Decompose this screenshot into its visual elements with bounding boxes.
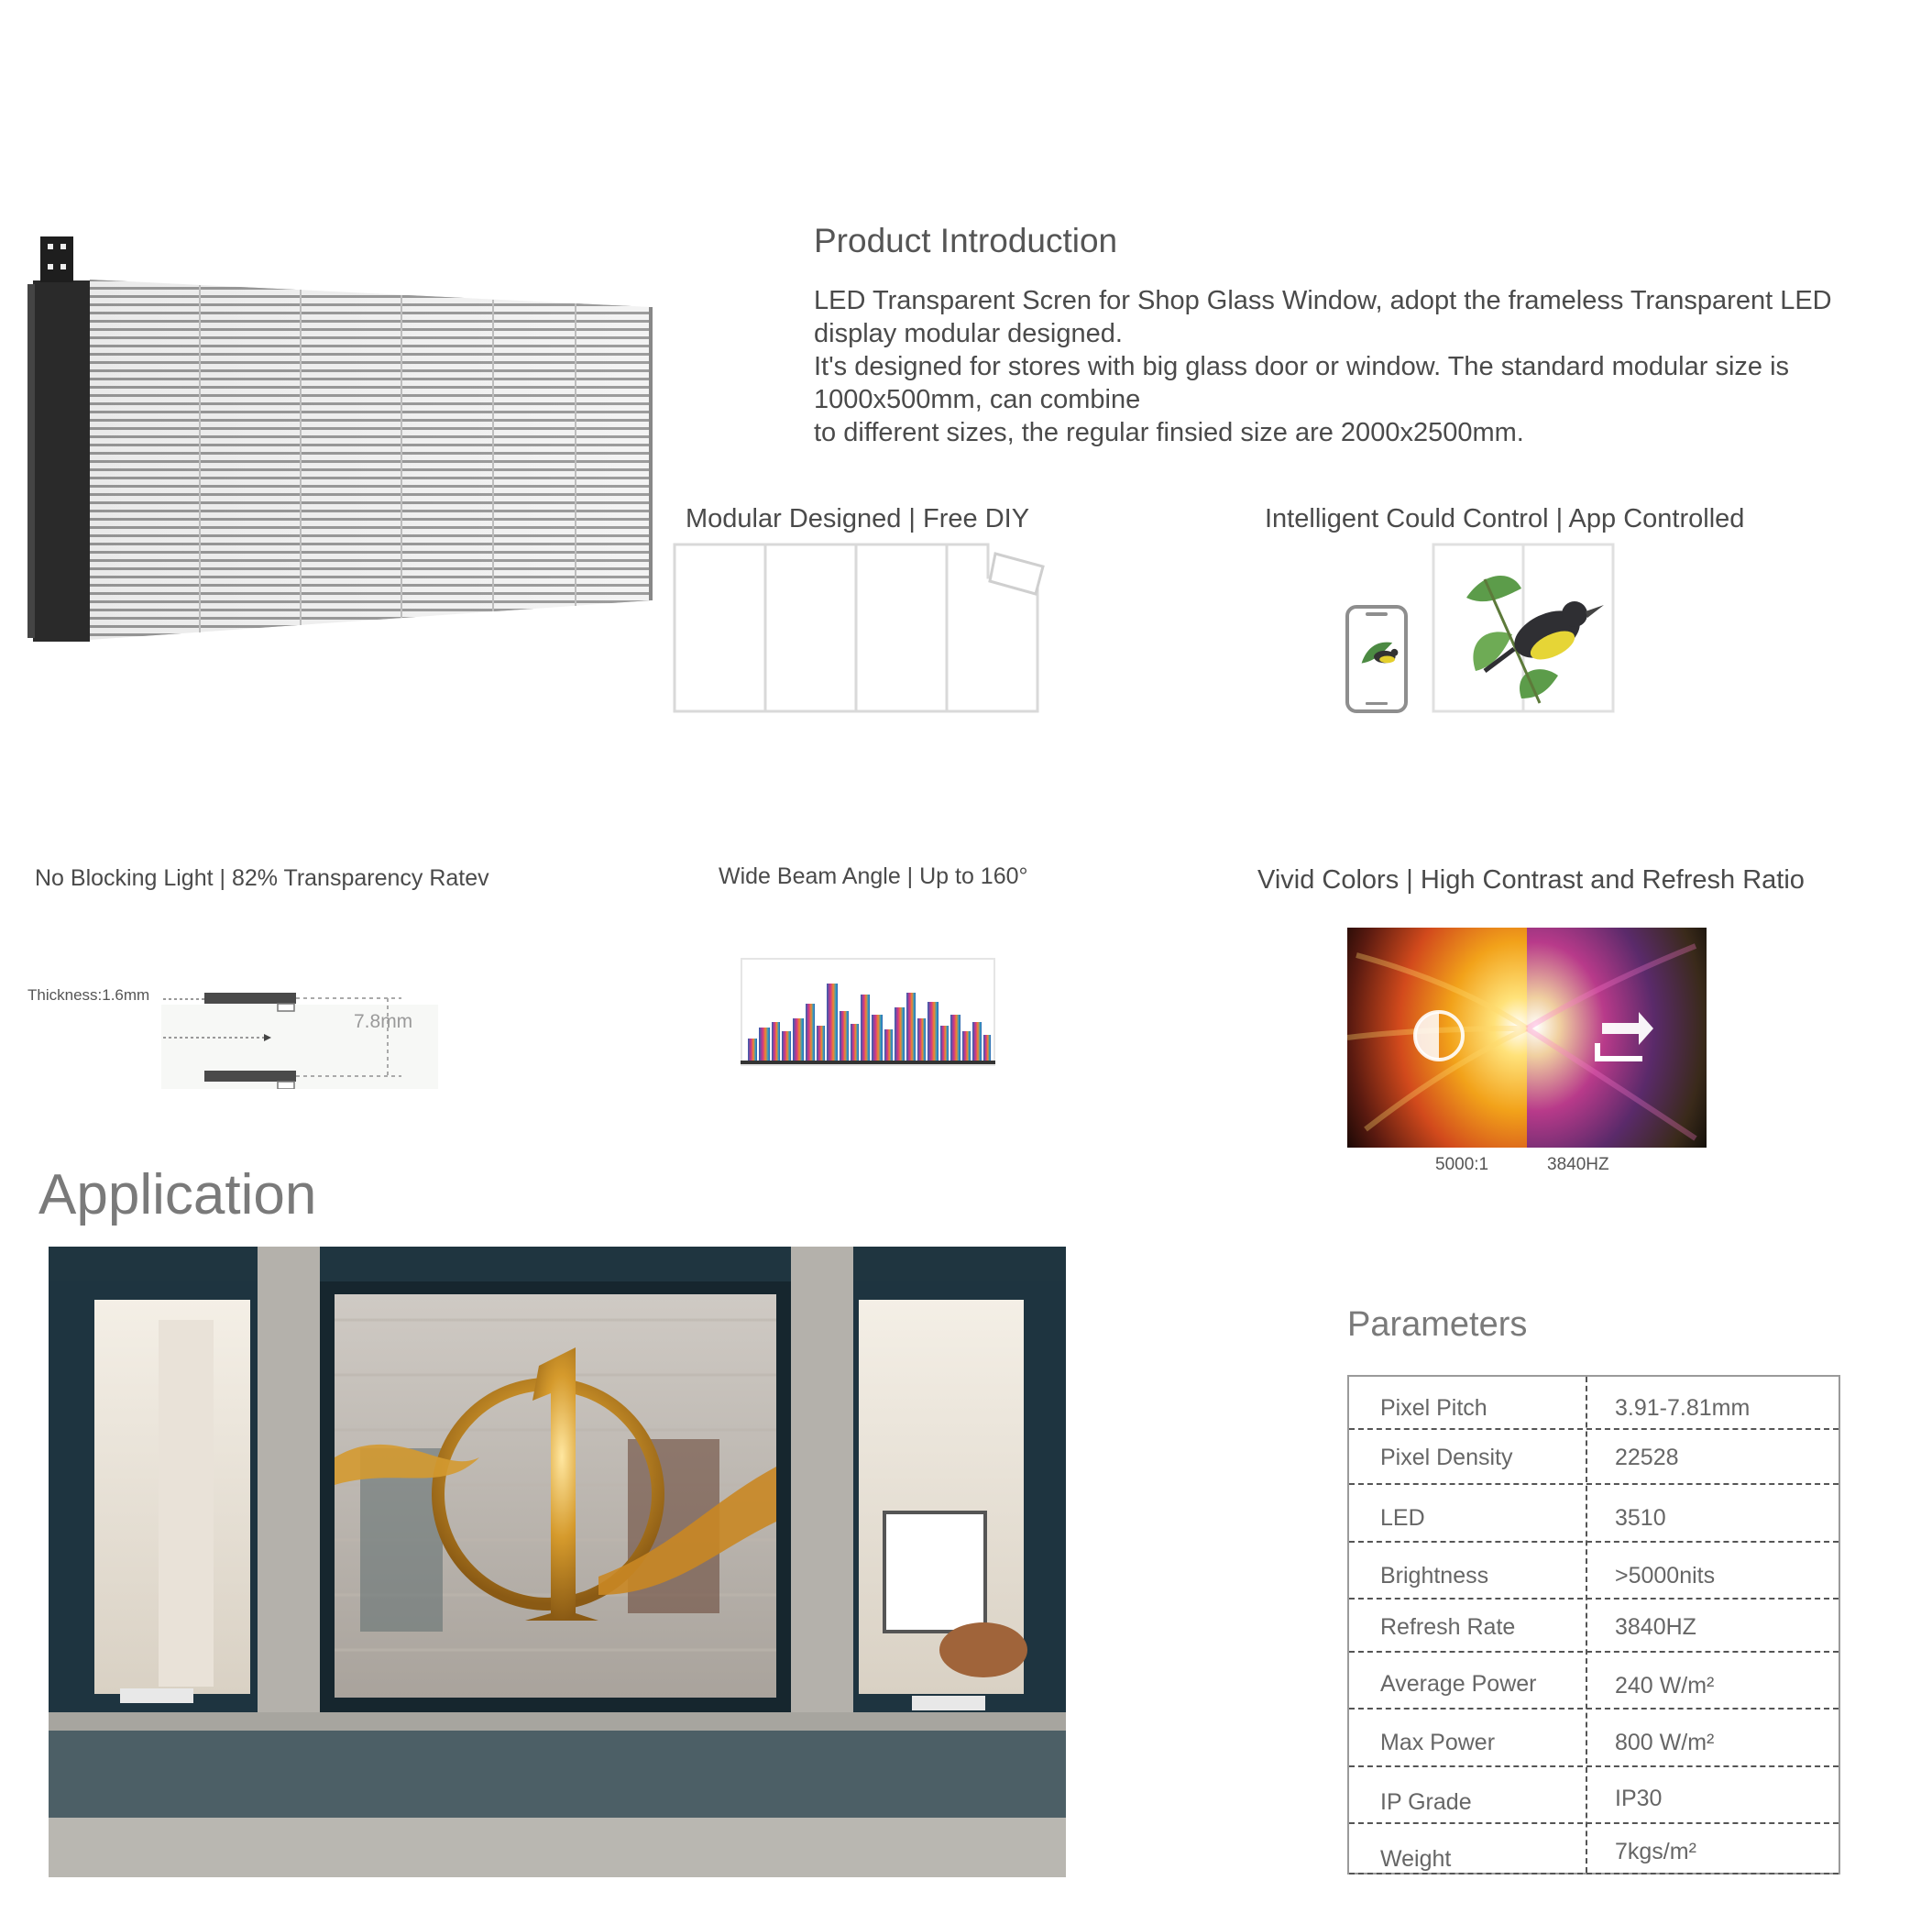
param-value: 3.91-7.81mm	[1615, 1395, 1751, 1421]
table-row	[1349, 1485, 1839, 1543]
param-value: 3510	[1615, 1505, 1666, 1531]
table-row	[1349, 1543, 1839, 1600]
param-name: Average Power	[1380, 1671, 1537, 1697]
param-name: Pixel Pitch	[1380, 1395, 1487, 1421]
param-value: 22528	[1615, 1445, 1679, 1470]
table-column-divider	[1586, 1377, 1587, 1873]
storefront-application-photo	[49, 1247, 1066, 1877]
param-value: 7kgs/m²	[1615, 1839, 1696, 1864]
param-name: LED	[1380, 1505, 1425, 1531]
thickness-diagram	[26, 979, 438, 1089]
feature-control-title: Intelligent Could Control | App Controlled	[1265, 504, 1745, 533]
intro-line-2: It's designed for stores with big glass door or window. The standard modular size is 1000x500mm, can combine	[814, 352, 1790, 414]
feature-vivid-title: Vivid Colors | High Contrast and Refresh Ratio	[1257, 865, 1805, 895]
product-led-panel-image	[26, 229, 658, 651]
param-name: Weight	[1380, 1846, 1452, 1872]
table-row	[1349, 1600, 1839, 1653]
param-value: IP30	[1615, 1786, 1663, 1811]
modular-panels-illustration	[669, 541, 1045, 715]
intro-line-1: LED Transparent Scren for Shop Glass Window, adopt the frameless Transparent LED display modular designed.	[814, 286, 1832, 348]
param-name: Brightness	[1380, 1563, 1489, 1589]
intro-body	[814, 284, 1895, 449]
table-row	[1349, 1653, 1839, 1710]
table-row	[1349, 1710, 1839, 1767]
param-name: Max Power	[1380, 1730, 1496, 1755]
app-control-illustration	[1338, 541, 1622, 715]
feature-transparency-title: No Blocking Light | 82% Transparency Ratev	[35, 865, 489, 891]
param-name: Pixel Density	[1380, 1445, 1513, 1470]
param-value: 800 W/m²	[1615, 1730, 1715, 1755]
table-row	[1349, 1430, 1839, 1485]
param-value: >5000nits	[1615, 1563, 1716, 1589]
param-value: 3840HZ	[1615, 1614, 1696, 1640]
table-row	[1349, 1377, 1839, 1430]
table-row	[1349, 1824, 1839, 1875]
parameters-table	[1347, 1375, 1840, 1875]
param-name: Refresh Rate	[1380, 1614, 1516, 1640]
thickness-label: Thickness:1.6mm	[27, 986, 150, 1004]
thickness-gap-label: 7.8mm	[354, 1011, 413, 1032]
parameters-title: Parameters	[1347, 1305, 1528, 1344]
skyline-illustration	[741, 958, 995, 1066]
feature-modular-title: Modular Designed | Free DIY	[686, 504, 1030, 533]
param-name: IP Grade	[1380, 1789, 1472, 1815]
application-title: Application	[38, 1163, 317, 1226]
feature-beam-title: Wide Beam Angle | Up to 160°	[719, 863, 1028, 889]
table-row	[1349, 1767, 1839, 1824]
vivid-colors-image	[1347, 928, 1707, 1148]
refresh-label: 3840HZ	[1547, 1155, 1609, 1174]
param-value: 240 W/m²	[1615, 1673, 1715, 1699]
intro-line-3: to different sizes, the regular finsied size are 2000x2500mm.	[814, 418, 1524, 447]
intro-title: Product Introduction	[814, 222, 1118, 259]
contrast-label: 5000:1	[1435, 1155, 1489, 1174]
